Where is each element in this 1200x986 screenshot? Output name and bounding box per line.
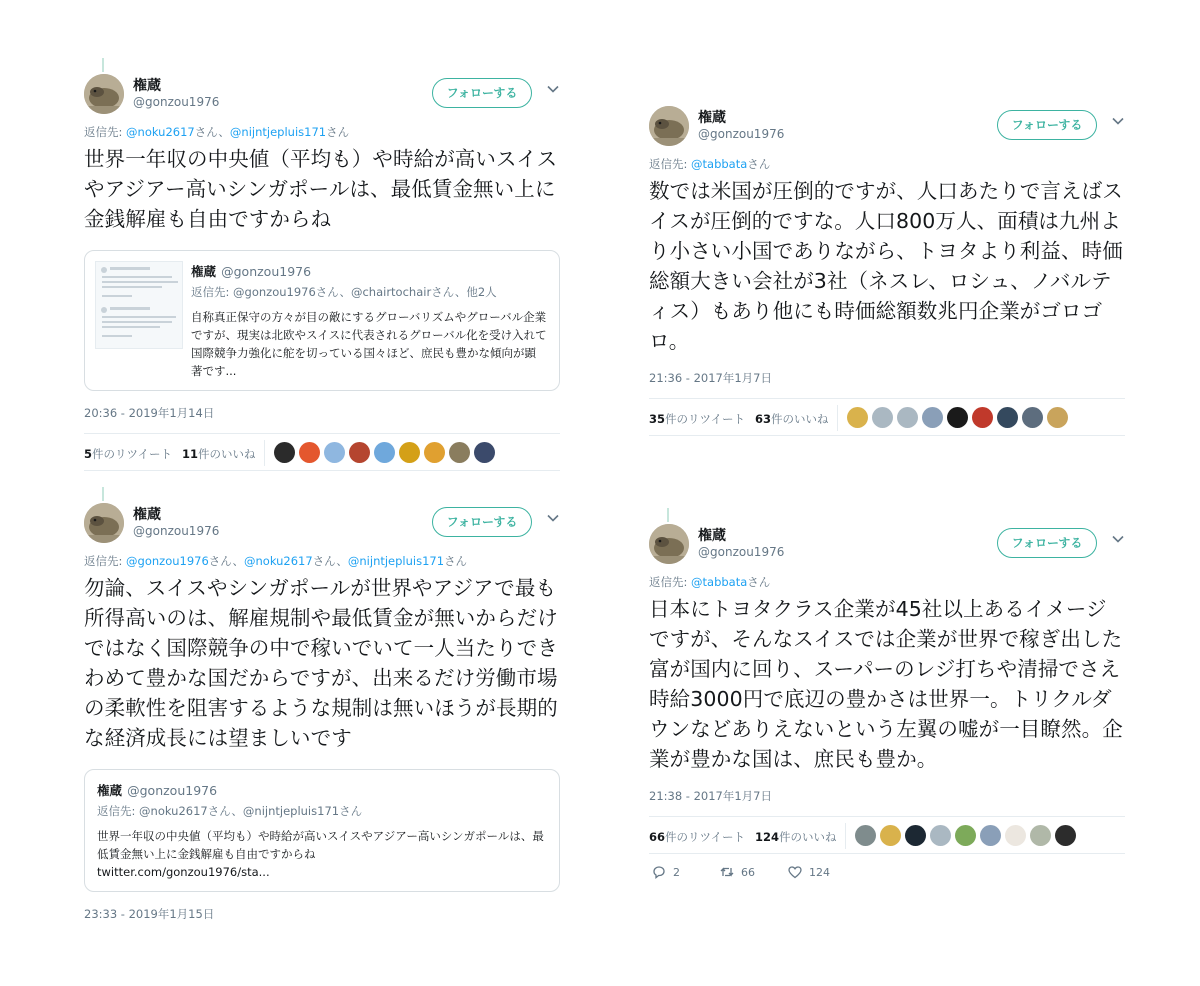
- chevron-down-icon[interactable]: [546, 511, 560, 525]
- like-label: 件のいいね: [198, 447, 256, 461]
- author-name[interactable]: 権蔵: [133, 507, 161, 523]
- reply-button[interactable]: [651, 864, 680, 880]
- joiner: 、: [218, 125, 230, 139]
- author-name[interactable]: 権蔵: [698, 110, 726, 126]
- like-label: 件のいいね: [771, 412, 829, 426]
- liker-avatar[interactable]: [972, 407, 993, 428]
- liker-avatar[interactable]: [897, 407, 918, 428]
- liker-avatar[interactable]: [424, 442, 445, 463]
- liker-avatar[interactable]: [955, 825, 976, 846]
- tweet-3: [84, 487, 560, 922]
- liker-avatar[interactable]: [905, 825, 926, 846]
- retweet-number: 35: [649, 412, 666, 426]
- retweet-icon: [719, 864, 735, 880]
- author-handle[interactable]: @gonzou1976: [698, 127, 785, 141]
- thread-line: [667, 508, 669, 522]
- reply-prefix: 返信先:: [84, 125, 123, 139]
- liker-avatar[interactable]: [922, 407, 943, 428]
- quoted-reply-to: 返信先: @noku2617さん、@nijntjepluis171さん: [97, 804, 363, 818]
- chevron-down-icon[interactable]: [546, 82, 560, 96]
- quoted-text: 自称真正保守の方々が目の敵にするグローバリズムやグローバル企業ですが、現実は北欧やスイスに代表されるグローバル化を受け入れて国際競争力強化に舵を切っている国々ほど、庶民も豊かな傾向が顕著です...: [191, 310, 547, 378]
- san-label: さん: [747, 575, 771, 589]
- avatar[interactable]: [649, 106, 689, 146]
- tweet-2: [649, 82, 1125, 436]
- divider: [264, 440, 265, 466]
- like-button[interactable]: [787, 864, 830, 880]
- retweet-button[interactable]: [719, 864, 755, 880]
- quoted-text: 世界一年収の中央値（平均も）や時給が高いスイスやアジアー高いシンガポールは、最低賃金無い上に金銭解雇も自由ですからね: [97, 829, 544, 861]
- reply-to: [84, 124, 560, 140]
- timestamp[interactable]: 23:33 - 2019年1月15日: [84, 907, 215, 921]
- avatar[interactable]: [84, 503, 124, 543]
- author-handle[interactable]: @gonzou1976: [133, 95, 220, 109]
- thread-line: [102, 58, 104, 72]
- retweet-number: 5: [84, 447, 93, 461]
- thread-line: [102, 487, 104, 501]
- tweet-text: 日本にトヨタクラス企業が45社以上あるイメージですが、そんなスイスでは企業が世界で稼ぎ出した富が国内に回り、スーパーのレジ打ちや清掃でさえ時給3000円で底辺の豊かさは世界一。トリクルダウンなどありえないという左翼の嘘が一目瞭然。企業が豊かな国は、庶民も豊か。: [649, 597, 1123, 771]
- like-number: 63: [755, 412, 772, 426]
- liker-avatar[interactable]: [947, 407, 968, 428]
- like-count[interactable]: [182, 446, 256, 462]
- quoted-author-name: 権蔵: [97, 783, 123, 798]
- reply-icon: [651, 864, 667, 880]
- liker-avatar[interactable]: [399, 442, 420, 463]
- san-label: さん: [194, 125, 219, 139]
- avatar[interactable]: [84, 74, 124, 114]
- liker-avatar[interactable]: [474, 442, 495, 463]
- chevron-down-icon[interactable]: [1111, 532, 1125, 546]
- heart-icon: [787, 864, 803, 880]
- timestamp[interactable]: 20:36 - 2019年1月14日: [84, 406, 215, 420]
- quoted-tweet[interactable]: [84, 769, 560, 892]
- author-handle[interactable]: @gonzou1976: [698, 545, 785, 559]
- like-count[interactable]: [755, 829, 837, 845]
- liker-avatars: [847, 407, 1072, 429]
- tweet-1: [84, 58, 560, 471]
- tweet-text: 世界一年収の中央値（平均も）や時給が高いスイスやアジアー高いシンガポールは、最低賃金無い上に金銭解雇も自由ですからね: [84, 147, 558, 231]
- retweet-number: 66: [649, 830, 666, 844]
- divider: [845, 823, 846, 849]
- tweet-4: [649, 508, 1125, 884]
- liker-avatar[interactable]: [847, 407, 868, 428]
- retweet-count[interactable]: [84, 446, 172, 462]
- reply-prefix: 返信先:: [84, 554, 123, 568]
- liker-avatar[interactable]: [274, 442, 295, 463]
- author-handle[interactable]: @gonzou1976: [133, 524, 220, 538]
- author-name[interactable]: 権蔵: [698, 528, 726, 544]
- engagement-stats: [649, 398, 1125, 436]
- author-name[interactable]: 権蔵: [133, 78, 161, 94]
- liker-avatar[interactable]: [997, 407, 1018, 428]
- mention-link[interactable]: @tabbata: [691, 575, 748, 589]
- san-label: さん: [326, 125, 350, 139]
- follow-button[interactable]: フォローする: [997, 528, 1097, 558]
- follow-button[interactable]: フォローする: [432, 78, 532, 108]
- quoted-reply-to: 返信先: @gonzou1976さん、@chairtochairさん、他2人: [191, 285, 497, 299]
- san-label: さん: [747, 157, 771, 171]
- liker-avatar[interactable]: [449, 442, 470, 463]
- mention-link[interactable]: @tabbata: [691, 157, 748, 171]
- retweet-count[interactable]: [649, 829, 745, 845]
- avatar[interactable]: [649, 524, 689, 564]
- joiner: 、: [336, 554, 348, 568]
- retweet-label: 件のリツイート: [665, 412, 745, 426]
- san-label: さん: [444, 554, 468, 568]
- liker-avatar[interactable]: [855, 825, 876, 846]
- quoted-link[interactable]: twitter.com/gonzou1976/sta...: [97, 865, 270, 879]
- quoted-tweet-thumbnail: [95, 261, 183, 349]
- follow-button[interactable]: フォローする: [997, 110, 1097, 140]
- tweet-header: [84, 74, 560, 120]
- reply-count: 2: [673, 865, 680, 879]
- mention-link[interactable]: @nijntjepluis171: [347, 554, 445, 568]
- mention-link[interactable]: @noku2617: [126, 125, 195, 139]
- quoted-tweet[interactable]: [84, 250, 560, 391]
- san-label: さん: [312, 554, 337, 568]
- tweet-header: [649, 524, 1125, 570]
- liker-avatar[interactable]: [1030, 825, 1051, 846]
- reply-to: [649, 574, 1125, 590]
- like-number: 11: [182, 447, 199, 461]
- retweet-label: 件のリツイート: [665, 830, 745, 844]
- reply-to: [649, 156, 1125, 172]
- timestamp[interactable]: 21:38 - 2017年1月7日: [649, 789, 773, 803]
- liker-avatar[interactable]: [872, 407, 893, 428]
- joiner: 、: [232, 554, 244, 568]
- reply-to: [84, 553, 560, 569]
- tweet-text: 勿論、スイスやシンガポールが世界やアジアで最も所得高いのは、解雇規制や最低賃金が無いからだけではなく国際競争の中で稼いでいて一人当たりできわめて豊かな国だからですが、出来るだけ労働市場の柔軟性を阻害するような規制は無いほうが長期的な経済成長には望ましいです: [84, 576, 558, 750]
- liker-avatar[interactable]: [1005, 825, 1026, 846]
- quoted-author-handle: @gonzou1976: [127, 783, 218, 798]
- reply-prefix: 返信先:: [649, 575, 688, 589]
- liker-avatar[interactable]: [374, 442, 395, 463]
- tweet-text: 数では米国が圧倒的ですが、人口あたりで言えばスイスが圧倒的ですな。人口800万人、面積は九州より小さい小国でありながら、トヨタより利益、時価総額大きい会社が3社（ネスレ、ロシュ、ノバルティス）もあり他にも時価総額数兆円企業がゴロゴロ。: [649, 179, 1123, 353]
- like-count[interactable]: [755, 411, 829, 427]
- retweet-action-count: 66: [741, 865, 755, 879]
- liker-avatar[interactable]: [324, 442, 345, 463]
- mention-link[interactable]: @gonzou1976: [126, 554, 209, 568]
- chevron-down-icon[interactable]: [1111, 114, 1125, 128]
- liker-avatar[interactable]: [930, 825, 951, 846]
- quoted-author-handle: @gonzou1976: [221, 264, 312, 279]
- mention-link[interactable]: @nijntjepluis171: [229, 125, 327, 139]
- engagement-stats: [649, 816, 1125, 854]
- timestamp[interactable]: 21:36 - 2017年1月7日: [649, 371, 773, 385]
- like-action-count: 124: [809, 865, 830, 879]
- follow-button[interactable]: フォローする: [432, 507, 532, 537]
- like-number: 124: [755, 830, 780, 844]
- liker-avatar[interactable]: [349, 442, 370, 463]
- liker-avatar[interactable]: [299, 442, 320, 463]
- retweet-label: 件のリツイート: [92, 447, 172, 461]
- retweet-count[interactable]: [649, 411, 745, 427]
- liker-avatar[interactable]: [880, 825, 901, 846]
- liker-avatar[interactable]: [1022, 407, 1043, 428]
- san-label: さん: [208, 554, 233, 568]
- tweet-header: [649, 106, 1125, 152]
- liker-avatars: [855, 825, 1080, 847]
- tweet-header: [84, 503, 560, 549]
- reply-prefix: 返信先:: [649, 157, 688, 171]
- liker-avatars: [274, 442, 499, 464]
- mention-link[interactable]: @noku2617: [244, 554, 313, 568]
- engagement-stats: [84, 433, 560, 471]
- liker-avatar[interactable]: [1055, 825, 1076, 846]
- like-label: 件のいいね: [779, 830, 837, 844]
- tweet-actions: [649, 864, 1125, 884]
- divider: [837, 405, 838, 431]
- liker-avatar[interactable]: [1047, 407, 1068, 428]
- quoted-author-name: 権蔵: [191, 264, 217, 279]
- liker-avatar[interactable]: [980, 825, 1001, 846]
